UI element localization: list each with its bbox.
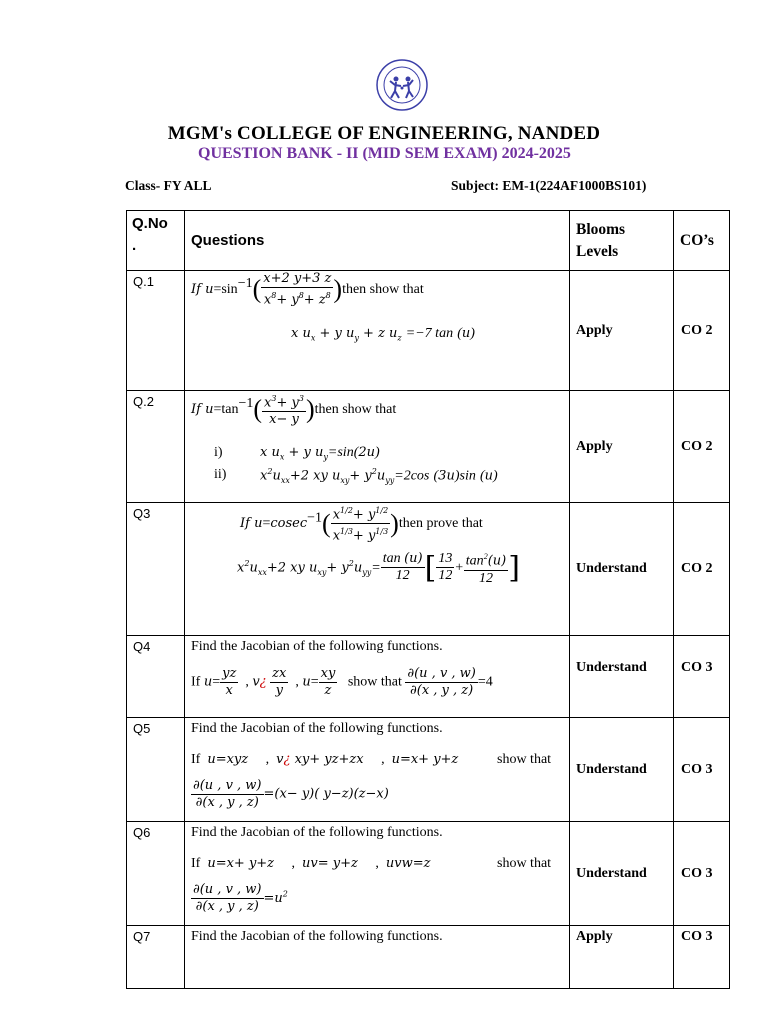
question-table (126, 210, 730, 989)
header-blooms-label: Blooms (576, 220, 626, 238)
qno-cell: Q4 (127, 636, 185, 718)
q6-functions: If u=x+ y+z , uv= y+z , uvw=z (191, 856, 431, 871)
part-i-label: i) (214, 445, 223, 460)
table-row (127, 822, 730, 926)
question-cell (185, 926, 570, 989)
part-ii-label: ii) (214, 467, 227, 482)
blooms-level: Understand (570, 718, 674, 822)
course-outcome: CO 2 (674, 271, 730, 391)
table-row (127, 926, 730, 989)
course-outcome: CO 2 (674, 391, 730, 503)
q2-part-ii: $x^2u_{xx}+2$ xy $u_{xy}+ y^2u_{yy}=2\cos$ (3u)sin (u) (260, 467, 498, 485)
qno-cell: Q.1 (127, 271, 185, 391)
q2-formula: If $u=\tan^{-1}$( $\frac{x^3+ y^3}{x- y}$ )then show that (191, 391, 396, 428)
header-qno-label: Q.No (132, 215, 168, 232)
then-text: then prove that (398, 516, 483, 532)
exam-title: QUESTION BANK - II (MID SEM EXAM) 2024-2025 (198, 145, 571, 162)
question-cell (185, 503, 570, 636)
header-qno-dot: . (132, 237, 137, 254)
q2-part-i: x $u_x + y$ $u_y=\sin(2u)$ (260, 445, 380, 462)
table-row (127, 718, 730, 822)
then-text: then show that (342, 281, 424, 297)
qno-cell: Q3 (127, 503, 185, 636)
question-text: Find the Jacobian of the following functions. (191, 721, 443, 736)
show-text: show that (497, 856, 552, 871)
qno-cell: Q5 (127, 718, 185, 822)
question-cell (185, 271, 570, 391)
then-text: then show that (314, 401, 397, 417)
blooms-level: Understand (570, 503, 674, 636)
table-header-row (127, 211, 730, 271)
course-outcome: CO 3 (674, 822, 730, 926)
q5-functions: If u=xyz , v¿ xy+ yz+zx , u=x+ y+z (191, 752, 459, 767)
question-text: Find the Jacobian of the following functions. (191, 825, 443, 840)
subject-label: Subject: EM-1(224AF1000BS101) (451, 178, 647, 193)
blooms-level: Understand (570, 636, 674, 718)
qno-cell: Q.2 (127, 391, 185, 503)
table-row (127, 391, 730, 503)
question-cell (185, 391, 570, 503)
blooms-level: Apply (570, 391, 674, 503)
q6-result: $\frac{\partial(u , v , w)}{\partial(x , y , z)}$ $=u^2$ (193, 882, 288, 914)
table-row (127, 636, 730, 718)
blooms-level: Apply (570, 926, 674, 989)
question-cell (185, 718, 570, 822)
show-text: show that (497, 752, 552, 767)
qno-cell: Q6 (127, 822, 185, 926)
table-row (127, 503, 730, 636)
college-name: MGM's COLLEGE OF ENGINEERING, NANDED (167, 123, 601, 144)
question-text: Find the Jacobian of the following functions. (191, 639, 443, 654)
show-text: show that (347, 674, 402, 690)
header-qno (127, 211, 185, 271)
class-label: Class- FY ALL (125, 178, 212, 193)
college-logo (375, 58, 429, 112)
header-blooms (570, 211, 674, 271)
course-outcome: CO 3 (674, 718, 730, 822)
course-outcome: CO 3 (674, 636, 730, 718)
header-levels-label: Levels (576, 242, 619, 260)
course-outcome: CO 3 (674, 926, 730, 989)
blooms-level: Understand (570, 822, 674, 926)
question-cell (185, 822, 570, 926)
q1-formula: If $u=\sin^{-1}$( $\frac{x+2 y+3 z}{x^8+ y^8+ z^8}$ )then show that (191, 271, 424, 308)
q1-result: x $u_x + y$ $u_y + z$ $u_z =-7$ tan (u) (291, 326, 475, 343)
question-text: Find the Jacobian of the following functions. (191, 929, 443, 944)
question-cell (185, 636, 570, 718)
q5-result: $\frac{\partial(u , v , w)}{\partial(x , y , z)}$ =(x− y)( y−z)(z−x) (193, 778, 389, 810)
q3-result: $x^2u_{xx}+2$ xy $u_{xy}+ y^2u_{yy}=$ $\frac{\tan (u)}{12}$ [ $\frac{13}{12}$ + $\frac{\tan^2(u)}{12}$ ] (237, 550, 520, 586)
qno-cell: Q7 (127, 926, 185, 989)
header-cos: CO’s (674, 211, 730, 271)
blooms-level: Apply (570, 271, 674, 391)
table-row (127, 271, 730, 391)
q3-formula: If u=cosec$^{-1}$( $\frac{x^{1/2}+ y^{1/2}}{x^{1/3}+ y^{1/3}}$ )then prove that (240, 503, 483, 545)
header-questions: Questions (185, 211, 570, 271)
course-outcome: CO 2 (674, 503, 730, 636)
q4-formula: If u= $\frac{yz}{x}$ , v¿ $\frac{zx}{y}$ , u= $\frac{xy}{z}$ show that $\frac{\partial(u , v , w)}{\partial(x , y , z)}$ =4 (191, 666, 493, 698)
